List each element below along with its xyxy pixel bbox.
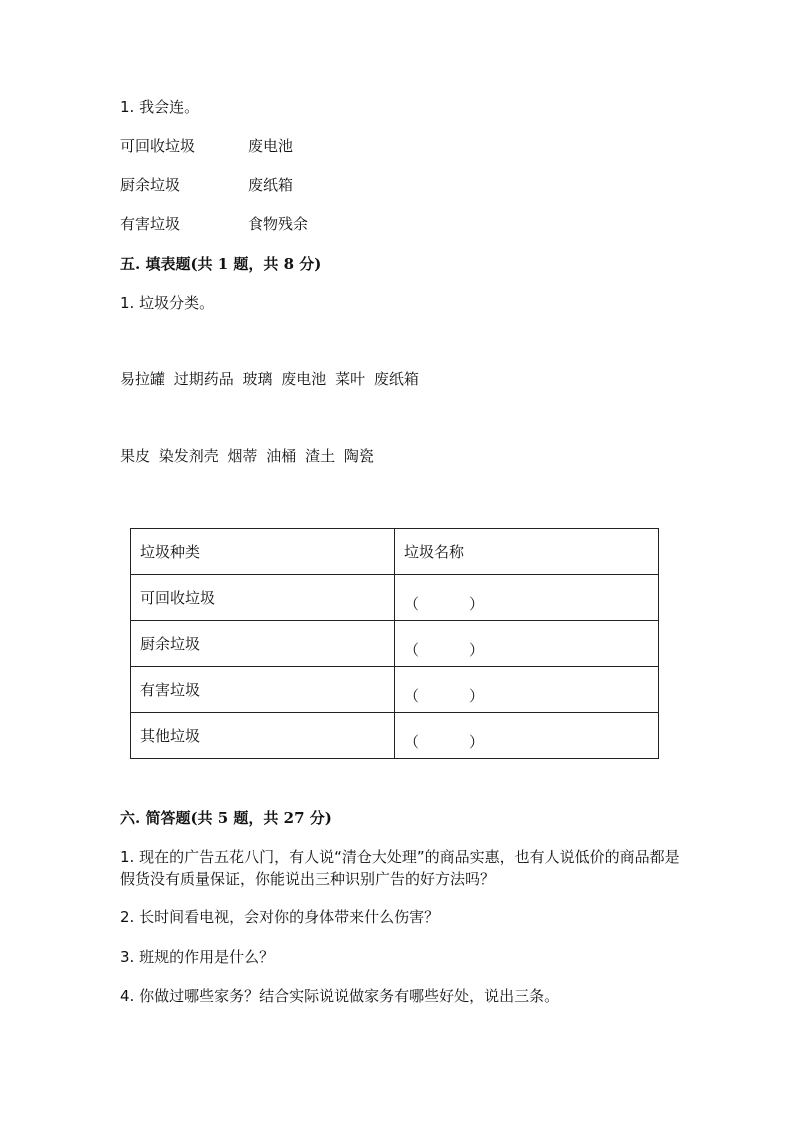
open-paren: （ <box>404 594 420 613</box>
answer-blank-cell <box>395 713 659 759</box>
answer-blank-cell <box>395 621 659 667</box>
matching-right-item: 废电池 <box>248 137 294 155</box>
table-row <box>131 713 659 759</box>
close-paren: ） <box>469 594 485 613</box>
matching-left-item: 有害垃圾 <box>120 215 181 233</box>
short-answer-question: 1. 现在的广告五花八门，有人说“清仓大处理”的商品实惠，也有人说低价的商品都是假货没有质量保证，你能说出三种识别广告的好方法吗？ <box>120 848 680 888</box>
matching-left-item: 可回收垃圾 <box>120 137 196 155</box>
matching-left-item: 厨余垃圾 <box>120 176 181 194</box>
garbage-type-cell: 厨余垃圾 <box>131 621 395 667</box>
section-heading-short-answer: 六. 简答题(共 5 题，共 27 分) <box>120 809 332 827</box>
word-list-line-1: 易拉罐 过期药品 玻璃 废电池 菜叶 废纸箱 <box>120 370 419 388</box>
matching-right-item: 废纸箱 <box>248 176 294 194</box>
table-row <box>131 621 659 667</box>
matching-right-item: 食物残余 <box>248 215 309 233</box>
garbage-type-cell: 有害垃圾 <box>131 667 395 713</box>
close-paren: ） <box>469 686 485 705</box>
fill-table-question: 1. 垃圾分类。 <box>120 294 215 312</box>
table-header-cell: 垃圾种类 <box>131 529 395 575</box>
garbage-type-cell: 其他垃圾 <box>131 713 395 759</box>
short-answer-question: 4. 你做过哪些家务？结合实际说说做家务有哪些好处，说出三条。 <box>120 987 560 1005</box>
open-paren: （ <box>404 640 420 659</box>
short-answer-question: 2. 长时间看电视，会对你的身体带来什么伤害？ <box>120 908 440 926</box>
table-header-cell: 垃圾名称 <box>395 529 659 575</box>
close-paren: ） <box>469 732 485 751</box>
open-paren: （ <box>404 732 420 751</box>
garbage-type-cell: 可回收垃圾 <box>131 575 395 621</box>
garbage-sort-table <box>130 528 659 759</box>
table-header-row <box>131 529 659 575</box>
answer-blank-cell <box>395 575 659 621</box>
word-list-line-2: 果皮 染发剂壳 烟蒂 油桶 渣土 陶瓷 <box>120 447 374 465</box>
section-heading-fill-table: 五. 填表题(共 1 题，共 8 分) <box>120 255 322 273</box>
matching-question: 1. 我会连。 <box>120 98 200 116</box>
table-row <box>131 575 659 621</box>
short-answer-question: 3. 班规的作用是什么？ <box>120 948 275 966</box>
answer-blank-cell <box>395 667 659 713</box>
open-paren: （ <box>404 686 420 705</box>
table-row <box>131 667 659 713</box>
close-paren: ） <box>469 640 485 659</box>
